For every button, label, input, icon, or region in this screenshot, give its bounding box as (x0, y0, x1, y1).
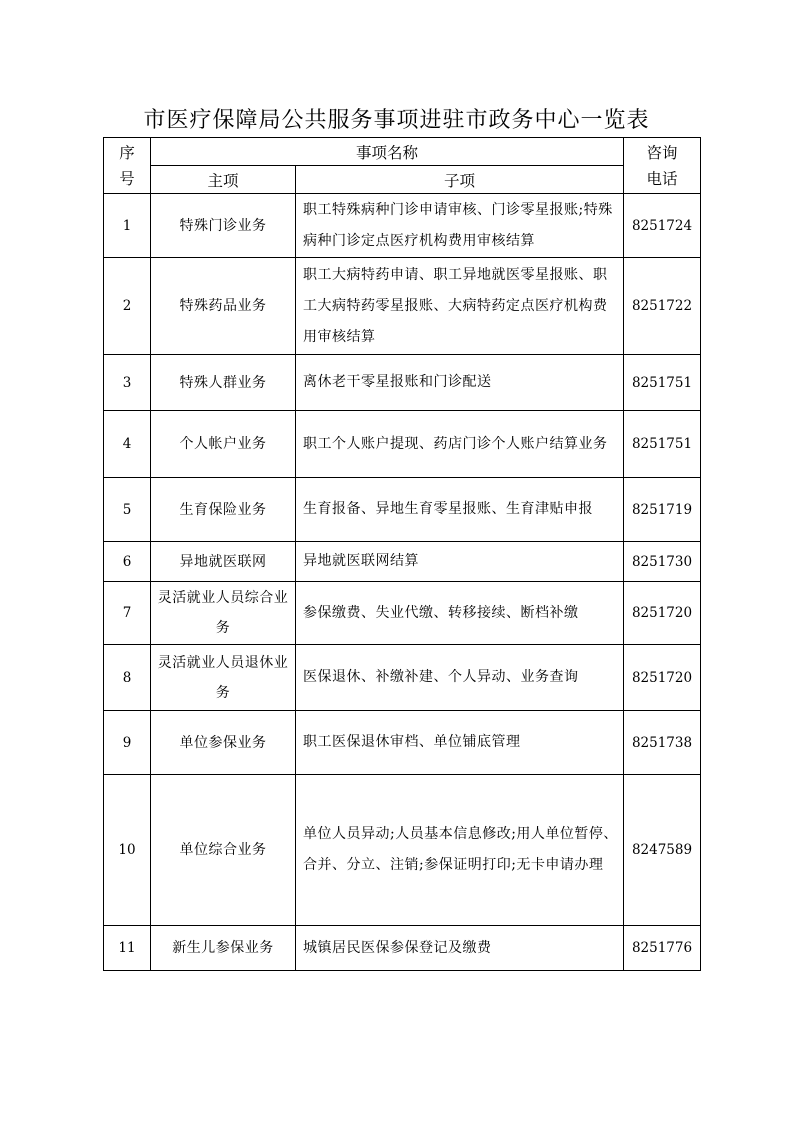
table-row (104, 926, 701, 971)
row-phone: 8251776 (624, 926, 701, 971)
header-contact (624, 138, 701, 194)
row-phone: 8251751 (624, 355, 701, 411)
row-phone: 8251751 (624, 411, 701, 478)
header-contact-line2: 电话 (646, 169, 678, 188)
row-sub-items: 城镇居民医保参保登记及缴费 (296, 926, 624, 971)
header-contact-line1: 咨询 (646, 143, 678, 162)
row-main-item: 异地就医联网 (151, 542, 296, 582)
row-main-item: 个人帐户业务 (151, 411, 296, 478)
row-sub-items: 职工医保退休审档、单位铺底管理 (296, 711, 624, 775)
row-number: 1 (104, 194, 151, 258)
services-table (103, 137, 701, 971)
row-sub-items: 异地就医联网结算 (296, 542, 624, 582)
row-sub-items: 生育报备、异地生育零星报账、生育津贴申报 (296, 478, 624, 542)
table-row (104, 478, 701, 542)
row-number: 7 (104, 582, 151, 645)
header-sub: 子项 (296, 166, 624, 194)
row-sub-items: 医保退休、补缴补建、个人异动、业务查询 (296, 645, 624, 711)
row-number: 4 (104, 411, 151, 478)
row-phone: 8251720 (624, 582, 701, 645)
row-main-item: 单位综合业务 (151, 775, 296, 926)
row-main-item: 特殊人群业务 (151, 355, 296, 411)
row-sub-items: 离休老干零星报账和门诊配送 (296, 355, 624, 411)
row-sub-items: 参保缴费、失业代缴、转移接续、断档补缴 (296, 582, 624, 645)
row-sub-items: 单位人员异动;人员基本信息修改;用人单位暂停、合并、分立、注销;参保证明打印;无卡申请办理 (296, 775, 624, 926)
header-row-1 (104, 138, 701, 166)
header-item-name: 事项名称 (151, 138, 624, 166)
table-row (104, 355, 701, 411)
row-sub-items: 职工特殊病种门诊申请审核、门诊零星报账;特殊病种门诊定点医疗机构费用审核结算 (296, 194, 624, 258)
row-phone: 8251730 (624, 542, 701, 582)
table-row (104, 645, 701, 711)
table-row (104, 258, 701, 355)
row-number: 3 (104, 355, 151, 411)
header-index-line2: 号 (119, 169, 135, 188)
row-phone: 8251738 (624, 711, 701, 775)
header-index-line1: 序 (119, 143, 135, 162)
header-row-2 (104, 166, 701, 194)
table-row (104, 542, 701, 582)
row-phone: 8251722 (624, 258, 701, 355)
table-row (104, 194, 701, 258)
row-number: 2 (104, 258, 151, 355)
row-sub-items: 职工个人账户提现、药店门诊个人账户结算业务 (296, 411, 624, 478)
header-index (104, 138, 151, 194)
row-main-item: 灵活就业人员退休业务 (151, 645, 296, 711)
row-main-item: 特殊药品业务 (151, 258, 296, 355)
row-number: 5 (104, 478, 151, 542)
row-phone: 8251720 (624, 645, 701, 711)
row-phone: 8251719 (624, 478, 701, 542)
table-row (104, 775, 701, 926)
row-number: 10 (104, 775, 151, 926)
row-main-item: 新生儿参保业务 (151, 926, 296, 971)
row-main-item: 生育保险业务 (151, 478, 296, 542)
row-main-item: 特殊门诊业务 (151, 194, 296, 258)
row-number: 6 (104, 542, 151, 582)
table-row (104, 582, 701, 645)
table-row (104, 711, 701, 775)
row-number: 9 (104, 711, 151, 775)
page-title: 市医疗保障局公共服务事项进驻市政务中心一览表 (143, 108, 650, 133)
row-number: 8 (104, 645, 151, 711)
row-main-item: 单位参保业务 (151, 711, 296, 775)
header-main: 主项 (151, 166, 296, 194)
row-phone: 8251724 (624, 194, 701, 258)
table-row (104, 411, 701, 478)
row-phone: 8247589 (624, 775, 701, 926)
row-sub-items: 职工大病特药申请、职工异地就医零星报账、职工大病特药零星报账、大病特药定点医疗机构费用审核结算 (296, 258, 624, 355)
row-number: 11 (104, 926, 151, 971)
row-main-item: 灵活就业人员综合业务 (151, 582, 296, 645)
